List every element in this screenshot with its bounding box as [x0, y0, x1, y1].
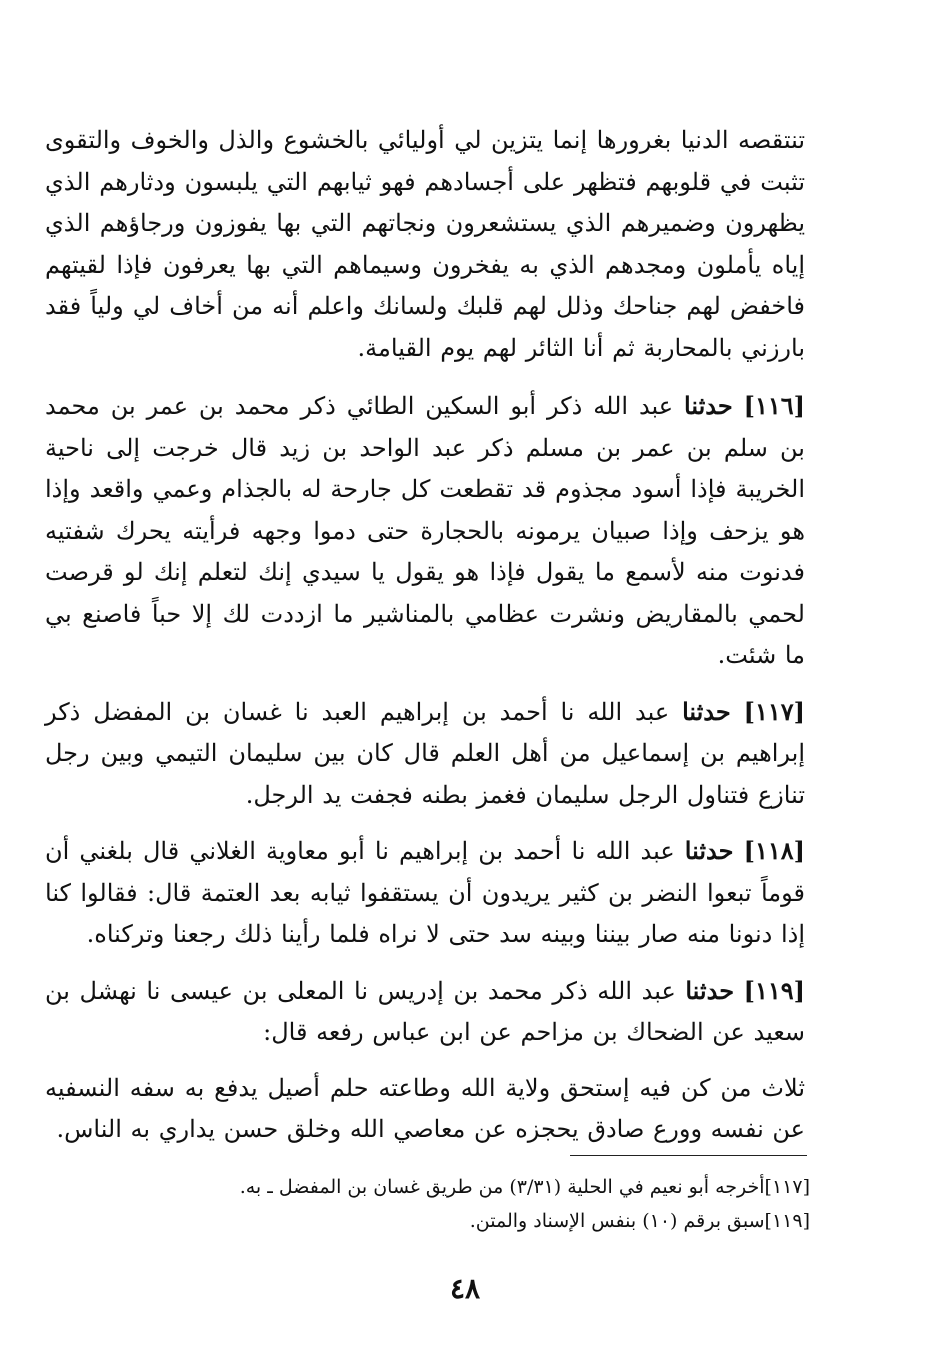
footnote-number: [١١٩] — [764, 1210, 810, 1232]
footnote-number: [١١٧] — [764, 1176, 810, 1198]
footnote-text: سبق برقم (١٠) بنفس الإسناد والمتن. — [469, 1210, 765, 1232]
paragraph-text: عبد الله نا أحمد بن إبراهيم العبد نا غسان بن المفضل ذكر إبراهيم بن إسماعيل من أهل العلم قال كان بين سليمان التيمي وبين رجل تنازع فتناول الرجل سليمان فغمز بطنه فجفت يد الرجل. — [45, 697, 805, 809]
hadith-number: [١١٦] — [743, 391, 805, 420]
footnote-text: أخرجه أبو نعيم في الحلية (٣/٣١) من طريق غسان بن المفضل ـ به. — [239, 1176, 765, 1198]
hadith-119-text — [45, 1068, 805, 1151]
hadith-number: [١١٩] — [743, 975, 805, 1005]
hadith-number: [١١٧] — [743, 696, 805, 726]
hadith-119 — [45, 970, 805, 1054]
hadith-117 — [45, 691, 805, 817]
paragraph-text: عبد الله ذكر محمد بن إدريس نا المعلى بن عيسى نا نهشل بن سعيد عن الضحاك بن مزاحم عن ابن عباس رفعه قال: — [45, 976, 805, 1046]
paragraph-text: عبد الله ذكر أبو السكين الطائي ذكر محمد بن عمر بن محمد بن سلم بن عمر بن مسلم ذكر عبد الواحد بن زيد قال خرجت إلى ناحية الخريبة فإذا أسود مجذوم قد تقطعت كل جارحة له بالجذام وعمي واقعد وإذا هو يزحف وإذا صبيان يرمونه بالحجارة حتى دموا وجهه فرأيته يحرك شفتيه فدنوت منه لأسمع ما يقول فإذا هو يقول يا سيدي إنك لتعلم إنك لو قرصت لحمي بالمقاريض ونشرت عظامي بالمناشير ما ازددت لك إلا حباً فاصنع بي ما شئت. — [45, 392, 805, 669]
page-number: ٤٨ — [449, 1272, 481, 1305]
narration-chain-word: حدثنا — [682, 696, 731, 726]
paragraph-text: عبد الله نا أحمد بن إبراهيم نا أبو معاوية الغلاني قال بلغني أن قوماً تبعوا النضر بن كثير يريدون أن يستقفوا ثيابه بعد العتمة قال: فقالوا كنا إذا دنونا منه صار بيننا وبينه سد حتى لا نراه فلما رأينا ذلك رجعنا وتركناه. — [45, 837, 805, 948]
hadith-number: [١١٨] — [743, 836, 805, 865]
footnote-117 — [120, 1170, 810, 1204]
main-text — [45, 120, 805, 1165]
footnote-119 — [120, 1204, 810, 1238]
narration-chain-word: حدثنا — [685, 975, 735, 1005]
footnote-divider — [570, 1155, 807, 1156]
paragraph-text: ثلاث من كن فيه إستحق ولاية الله وطاعته حلم أصيل يدفع به سفه النسفيه عن نفسه وورع صادق يحجزه عن معاصي الله وخلق حسن يداري به الناس. — [45, 1073, 805, 1143]
hadith-118 — [45, 830, 805, 956]
paragraph-text: تنتقصه الدنيا بغرورها إنما يتزين لي أوليائي بالخشوع والذل والخوف والتقوى تثبت في قلوبهم فتظهر على أجسادهم فهو ثيابهم التي يلبسون ودثارهم الذي يظهرون وضميرهم الذي يستشعرون ونجاتهم التي بها يفوزون ورجاؤهم الذي إياه يأملون ومجدهم الذي به يفخرون وسيماهم التي بها يعرفون فإذا لقيتهم فاخفض لهم جناحك وذلل لهم قلبك ولسانك واعلم أنه من أخاف لي ولياً فقد بارزني بالمحاربة ثم أنا الثائر لهم يوم القيامة. — [45, 126, 806, 362]
paragraph-continuation — [45, 120, 805, 369]
narration-chain-word: حدثنا — [684, 836, 734, 865]
hadith-116 — [45, 385, 805, 677]
footnotes — [120, 1170, 810, 1238]
narration-chain-word: حدثنا — [684, 391, 733, 420]
